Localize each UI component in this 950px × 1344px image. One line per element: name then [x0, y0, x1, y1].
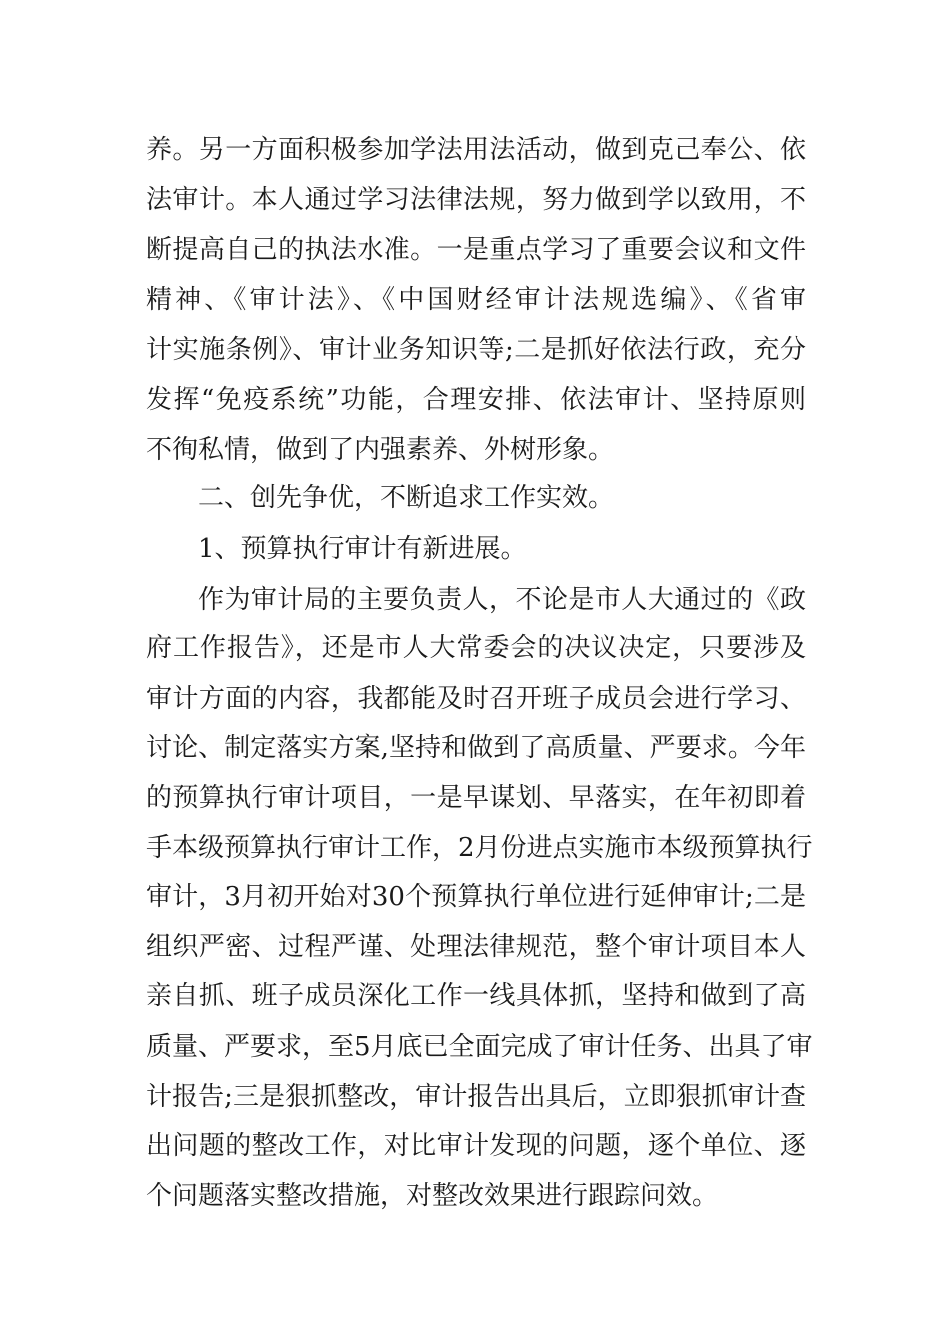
text-line: 的预算执行审计项目，一是早谋划、早落实，在年初即着	[146, 783, 806, 813]
text-line: 计报告;三是狠抓整改，审计报告出具后，立即狠抓审计查	[146, 1082, 806, 1112]
text-line: 发挥“免疫系统”功能，合理安排、依法审计、坚持原则	[146, 385, 806, 415]
text-line: 作为审计局的主要负责人，不论是市人大通过的《政	[198, 585, 806, 615]
text-line: 讨论、制定落实方案,坚持和做到了高质量、严要求。今年	[146, 733, 806, 763]
text-line: 断提高自己的执法水准。一是重点学习了重要会议和文件	[146, 235, 806, 265]
text-line: 亲自抓、班子成员深化工作一线具体抓，坚持和做到了高	[146, 981, 806, 1011]
text-line: 府工作报告》，还是市人大常委会的决议决定，只要涉及	[146, 633, 806, 663]
subsection-heading: 1、预算执行审计有新进展。	[198, 534, 527, 564]
text-line: 审计方面的内容，我都能及时召开班子成员会进行学习、	[146, 684, 806, 714]
section-heading: 二、创先争优，不断追求工作实效。	[198, 483, 615, 513]
text-line: 出问题的整改工作，对比审计发现的问题，逐个单位、逐	[146, 1131, 806, 1161]
text-line: 计实施条例》、审计业务知识等;二是抓好依法行政，充分	[146, 335, 806, 365]
text-line: 审计，3月初开始对30个预算执行单位进行延伸审计;二是	[146, 882, 806, 912]
text-line: 精神、《审计法》、《中国财经审计法规选编》、《省审	[146, 285, 806, 315]
text-line: 组织严密、过程严谨、处理法律规范，整个审计项目本人	[146, 932, 806, 962]
text-line: 质量、严要求，至5月底已全面完成了审计任务、出具了审	[146, 1032, 813, 1062]
text-line: 个问题落实整改措施，对整改效果进行跟踪问效。	[146, 1181, 719, 1211]
text-line: 养。另一方面积极参加学法用法活动，做到克己奉公、依	[146, 135, 806, 165]
text-line: 法审计。本人通过学习法律法规，努力做到学以致用，不	[146, 185, 806, 215]
text-line: 不徇私情，做到了内强素养、外树形象。	[146, 435, 615, 465]
text-line: 手本级预算执行审计工作，2月份进点实施市本级预算执行	[146, 833, 813, 863]
